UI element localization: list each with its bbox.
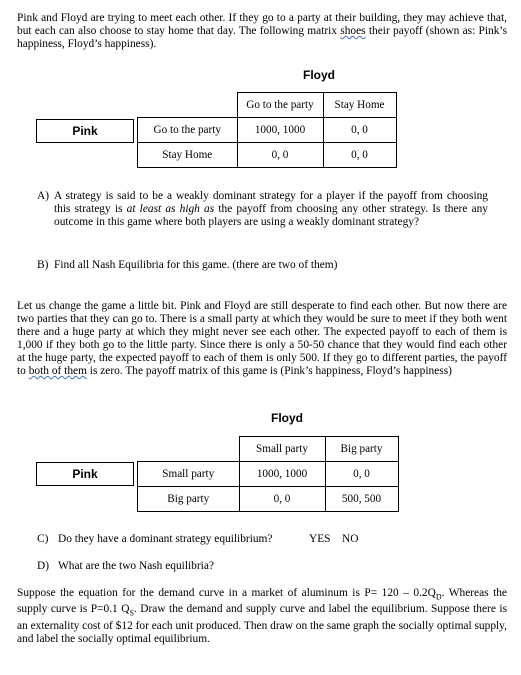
game2-row-player: Pink — [72, 467, 98, 481]
game2-row-label-1: Small party — [138, 462, 240, 487]
game1-cell: 0, 0 — [323, 118, 396, 143]
game2-cell: 1000, 1000 — [239, 462, 325, 487]
table-row — [138, 118, 397, 143]
question-c-tag: C) — [37, 533, 49, 545]
question-a-part1: A strategy is said to be a weakly dominant strategy for a player if the payoff from choosing this strategy is — [54, 190, 488, 215]
question-a-emphasis: at least as high as — [126, 203, 215, 215]
question-b-text: Find all Nash Equilibria for this game. (there are two of them) — [54, 259, 338, 271]
table-row — [138, 462, 399, 487]
game2-col-player: Floyd — [271, 411, 303, 425]
game1-row-label-2: Stay Home — [138, 143, 238, 168]
matrix-corner — [138, 93, 238, 118]
game2-description — [17, 300, 507, 378]
game1-cell: 0, 0 — [323, 143, 396, 168]
shoes-word: shoes — [340, 25, 366, 37]
question-a-text — [54, 190, 488, 229]
table-row — [138, 93, 397, 118]
question-c-text: Do they have a dominant strategy equilibrium? — [58, 533, 273, 545]
game2-payoff-matrix — [137, 436, 399, 512]
demand-equation: Suppose the equation for the demand curve in a market of aluminum is P= 120 – 0.2Q — [17, 587, 436, 599]
game2-cell: 500, 500 — [325, 487, 398, 512]
game1-payoff-matrix — [137, 92, 397, 168]
intro-text-end: their payoff (shown as: Pink’s happiness, Floyd’s happiness). — [17, 25, 507, 50]
para2-text: Let us change the game a little bit. Pink and Floyd are still desperate to find each other. But now there are two parties that they can go to. There is a small party at which they would be sure to meet if they both went there and a huge party at which they might never see each other. The expected payoff to each of them is 1,000 if they both go to the little party. Since there is only a 50-50 chance that they would find each other at the huge party, the expected payoff to each of them is only 500. If they go to different parties, the payoff to — [17, 300, 507, 377]
question-d-tag: D) — [37, 560, 50, 572]
game2-col-header-1: Small party — [239, 437, 325, 462]
game1-row-label-1: Go to the party — [138, 118, 238, 143]
table-row — [138, 143, 397, 168]
yes-option: YES — [309, 533, 331, 545]
externality-text: . Draw the demand and supply curve and label the equilibrium. Suppose there is an externality cost of $12 for each unit produced. Then draw on the same graph the socially optimal supply, and label the socially optimal equilibrium. — [17, 603, 507, 645]
supply-subscript: S — [129, 608, 134, 618]
game1-cell: 0, 0 — [237, 143, 323, 168]
para2-text-end: is zero. The payoff matrix of this game is (Pink’s happiness, Floyd’s happiness) — [86, 365, 452, 377]
question-a-part2: the payoff from choosing any other strategy. Is there any outcome in this game where both players are using a weakly dominant strategy? — [54, 203, 488, 228]
question-d-text: What are the two Nash equilibria? — [58, 560, 214, 572]
game2-row-player-box — [36, 462, 134, 486]
matrix-corner — [138, 437, 240, 462]
intro-text: Pink and Floyd are trying to meet each other. If they go to a party at their building, they may achieve that, but each can also choose to stay home that day. The following matrix — [17, 12, 507, 37]
game1-col-header-1: Go to the party — [237, 93, 323, 118]
game2-cell: 0, 0 — [325, 462, 398, 487]
game1-row-player-box — [36, 119, 134, 143]
table-row — [138, 487, 399, 512]
intro-paragraph — [17, 12, 507, 51]
demand-subscript: D — [435, 592, 442, 602]
game1-row-player: Pink — [72, 124, 98, 138]
supply-equation: . Whereas the supply curve is P=0.1 Q — [17, 587, 507, 616]
table-row — [138, 437, 399, 462]
both-of-them-phrase: both of them — [28, 365, 87, 377]
question-b-tag: B) — [37, 259, 49, 271]
game2-col-header-2: Big party — [325, 437, 398, 462]
game2-cell: 0, 0 — [239, 487, 325, 512]
game1-col-player: Floyd — [303, 68, 335, 82]
question-a-tag: A) — [37, 190, 50, 202]
game1-cell: 1000, 1000 — [237, 118, 323, 143]
no-option: NO — [342, 533, 359, 545]
game2-row-label-2: Big party — [138, 487, 240, 512]
aluminum-market-problem — [17, 587, 507, 646]
game1-col-header-2: Stay Home — [323, 93, 396, 118]
